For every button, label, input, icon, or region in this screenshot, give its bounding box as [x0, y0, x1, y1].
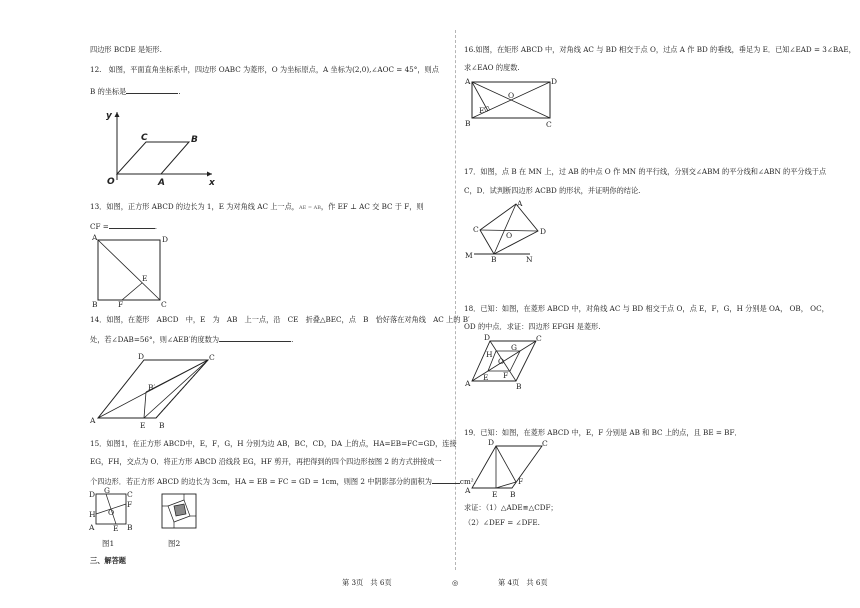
label-b: B — [465, 119, 471, 128]
label-c: C — [127, 490, 133, 499]
section-heading: 三、解答题 — [90, 556, 126, 565]
label-e: E — [483, 373, 489, 382]
q19-figure — [464, 438, 554, 502]
label-b: B — [191, 135, 198, 145]
label-h: H — [89, 510, 96, 519]
q11-tail: 四边形 BCDE 是矩形. — [90, 45, 162, 54]
q15-line1: 15．如图1，在正方形 ABCD中，E，F，G，H 分别为边 AB，BC，CD，DA 上的点，HA=EB=FC=GD，连接 — [90, 439, 457, 448]
q15-text: 个四边形．若正方形 ABCD 的边长为 3cm，HA = EB = FC = GD = 1cm，则图 2 中阴影部分的面积为 — [90, 477, 432, 486]
label-b: B — [510, 490, 516, 499]
left-page — [88, 0, 476, 565]
label-c: C — [209, 353, 215, 362]
label-g: G — [511, 343, 517, 352]
fig1-caption: 图1 — [102, 539, 115, 548]
q12-figure — [92, 108, 222, 192]
label-b: B — [127, 523, 133, 532]
q12-end: . — [178, 87, 181, 96]
q15-figure-1 — [88, 488, 138, 554]
q14-text: 处，若∠DAB=56°，则∠AEB′的度数为 — [90, 335, 220, 344]
q16-line2: 求∠EAO 的度数. — [464, 63, 520, 72]
right-page — [464, 0, 856, 560]
label-o: O — [107, 177, 115, 187]
label-b-prime: B′ — [148, 383, 156, 392]
label-d: D — [540, 227, 547, 236]
q12-line1: 12. 如图，平面直角坐标系中，四边形 OABC 为菱形，O 为坐标原点，A 坐标为(2,0),∠AOC = 45°，则点 — [90, 65, 439, 74]
answer-blank — [432, 475, 460, 484]
q13-line1 — [90, 202, 424, 213]
label-o: O — [498, 357, 505, 366]
label-c: C — [542, 439, 548, 448]
q17-line1: 17．如图，点 B 在 MN 上，过 AB 的中点 O 作 MN 的平行线，分别交∠ABM 的平分线和∠ABN 的平分线于点 — [464, 167, 827, 176]
shaded-square — [174, 504, 186, 516]
label-a: A — [465, 379, 471, 388]
label-a: A — [90, 416, 96, 425]
q14-figure — [90, 350, 215, 434]
label-h: H — [486, 350, 493, 359]
q12-text: B 的坐标是 — [90, 87, 127, 96]
label-a: A — [465, 77, 471, 86]
q13-text-a: 13．如图，正方形 ABCD 的边长为 1，E 为对角线 AC 上一点， — [90, 202, 299, 211]
q16-line1: 16.如图，在矩形 ABCD 中，对角线 AC 与 BD 相交于点 O，过点 A 作 BD 的垂线，垂足为 E．已知∠EAD = 3∠BAE， — [464, 45, 856, 54]
answer-blank — [219, 333, 294, 344]
label-m: M — [465, 251, 473, 260]
label-e: E — [492, 490, 498, 499]
q16-figure — [464, 74, 559, 134]
label-g: G — [104, 486, 110, 495]
label-d: D — [488, 438, 495, 447]
q19-line1: 19．已知：如图，在菱形 ABCD 中，E，F 分别是 AB 和 BC 上的点，且 BE = BF． — [464, 428, 742, 437]
label-c: C — [141, 133, 148, 143]
label-x: x — [209, 178, 215, 188]
label-c: C — [473, 225, 479, 234]
q15-figure-2 — [158, 492, 208, 554]
q19-ask-1: 求证：（1）△ADE≌△CDF； — [464, 503, 558, 512]
q18-figure — [464, 333, 544, 395]
rhombus-oabc — [117, 142, 189, 174]
label-e: E — [113, 524, 119, 533]
q15-end: cm². — [459, 477, 476, 486]
answer-blank — [126, 85, 181, 96]
label-b: B — [516, 382, 522, 391]
label-d: D — [551, 77, 558, 86]
label-a: A — [89, 523, 95, 532]
page-divider — [455, 30, 456, 570]
label-c: C — [546, 120, 552, 129]
label-e: E — [142, 274, 148, 283]
label-c: C — [536, 334, 542, 343]
label-a: A — [465, 486, 471, 495]
label-f: F — [503, 371, 509, 380]
label-a: A — [158, 178, 165, 188]
label-d: D — [162, 235, 169, 244]
q13-figure — [90, 232, 170, 312]
footer-right-page-number: 第 4页 共 6页 — [498, 578, 548, 587]
q17-line2: C，D．试判断四边形 ACBD 的形状，并证明你的结论. — [464, 186, 641, 195]
label-o: O — [508, 91, 515, 100]
q15-line2: EG，FH，交点为 O．将正方形 ABCD 沿线段 EG，HF 剪开，再把得到的四个四边形按图 2 的方式拼接成一 — [90, 457, 442, 466]
label-b: B — [92, 300, 98, 309]
label-y: y — [106, 111, 112, 121]
answer-blank — [109, 220, 158, 231]
q13-cf: CF = — [90, 222, 109, 231]
label-d: D — [138, 352, 145, 361]
q14-end: . — [291, 335, 294, 344]
q18-line1: 18．已知：如图，在菱形 ABCD 中，对角线 AC 与 BD 相交于点 O，点 E，F，G，H 分别是 OA， OB， OC， — [464, 304, 829, 313]
label-d: D — [89, 490, 96, 499]
label-b: B — [491, 255, 497, 264]
q19-ask-2: （2）∠DEF = ∠DFE. — [464, 518, 540, 527]
q14-line1: 14．如图，在菱形 ABCD 中，E 为 AB 上一点，沿 CE 折叠△BEC，点 B 恰好落在对角线 AC 上的 B′ — [90, 315, 470, 324]
label-a: A — [517, 199, 523, 208]
footer-center-mark: ◎ — [452, 578, 459, 587]
q13-small: AE = AB — [298, 205, 321, 211]
label-d: D — [484, 333, 491, 342]
label-f: F — [518, 477, 524, 486]
label-f: F — [127, 500, 133, 509]
q12-line2 — [90, 85, 181, 97]
q13-end: . — [154, 222, 158, 231]
label-o: O — [108, 508, 115, 517]
fig2-caption: 图2 — [168, 539, 181, 548]
label-o: O — [506, 231, 513, 240]
label-f: F — [118, 300, 124, 309]
q15-line3 — [90, 475, 476, 487]
q17-figure — [464, 198, 554, 270]
footer-left-page-number: 第 3页 共 6页 — [342, 578, 392, 587]
label-n: N — [526, 255, 533, 264]
q14-line2 — [90, 333, 293, 345]
label-e: E — [140, 421, 146, 430]
q18-line2: OD 的中点．求证：四边形 EFGH 是菱形. — [464, 322, 601, 331]
q13-text-b: ，作 EF ⊥ AC 交 BC 于 F，则 — [320, 202, 424, 211]
label-a: A — [92, 233, 98, 242]
label-e: E — [479, 106, 485, 115]
q13-line2 — [90, 220, 157, 232]
label-c: C — [161, 300, 167, 309]
label-b: B — [159, 421, 165, 430]
